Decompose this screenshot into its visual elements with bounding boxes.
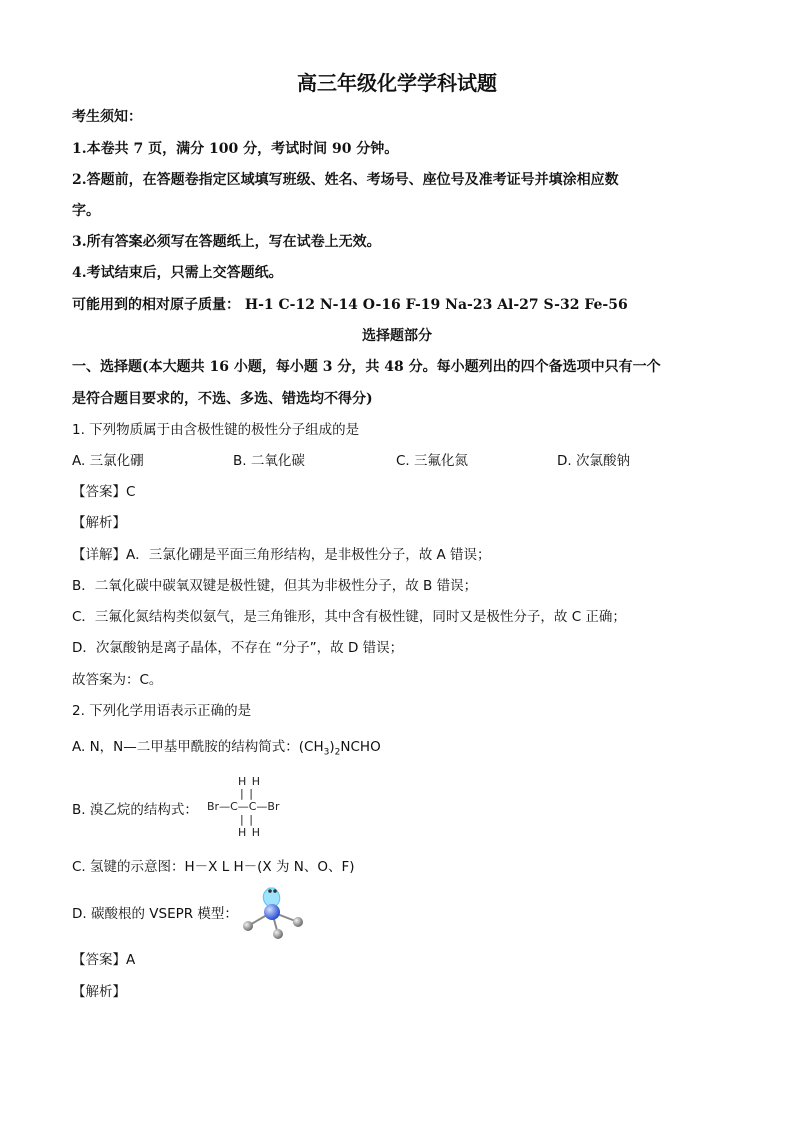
- formula-part: NCHO: [340, 739, 381, 755]
- q1-detail-1: 【详解】A．三氯化硼是平面三角形结构，是非极性分子，故 A 错误；: [72, 547, 491, 563]
- atomic-mass-line: 可能用到的相对原子质量： H-1 C-12 N-14 O-16 F-19 Na-23 Al-27 S-32 Fe-56: [72, 297, 628, 313]
- q2-option-a-formula: [298, 739, 381, 758]
- notice-item-2: 2.答题前，在答题卷指定区域填写班级、姓名、考场号、座位号及准考证号并填涂相应数: [72, 172, 619, 188]
- q1-detail-2: B．二氧化碳中碳氧双键是极性键，但其为非极性分子，故 B 错误；: [72, 578, 478, 594]
- notice-item-1: 1.本卷共 7 页，满分 100 分，考试时间 90 分钟。: [72, 141, 399, 157]
- outer-atom: [273, 929, 283, 939]
- q1-answer: 【答案】C: [72, 484, 136, 500]
- q1-option-b: B. 二氧化碳: [233, 453, 305, 469]
- q2-option-a-text: A. N，N—二甲基甲酰胺的结构简式：: [72, 739, 299, 755]
- struct-bottom-bonds: | |: [240, 813, 254, 826]
- q1-option-a: A. 三氯化硼: [72, 453, 144, 469]
- central-atom: [264, 904, 280, 920]
- q2-option-b-text: B. 溴乙烷的结构式：: [72, 802, 198, 818]
- notice-item-3: 3.所有答案必须写在答题纸上，写在试卷上无效。: [72, 234, 381, 250]
- q2-option-c: C. 氢键的示意图：H－X L H－(X 为 N、O、F): [72, 859, 355, 875]
- q1-option-d: D. 次氯酸钠: [557, 453, 630, 469]
- q1-detail-5: 故答案为：C。: [72, 672, 163, 688]
- q1-analysis-label: 【解析】: [72, 515, 126, 531]
- q1-detail-4: D．次氯酸钠是离子晶体，不存在 “分子”，故 D 错误；: [72, 640, 404, 656]
- page-title: 高三年级化学学科试题: [297, 71, 497, 95]
- section-title: 选择题部分: [362, 328, 432, 344]
- formula-part: ): [329, 739, 335, 755]
- q2-stem: 2. 下列化学用语表示正确的是: [72, 703, 252, 719]
- outer-atom: [243, 921, 253, 931]
- outer-atom: [293, 917, 303, 927]
- section-instructions-2: 是符合题目要求的，不选、多选、错选均不得分): [72, 391, 373, 407]
- notice-item-4: 4.考试结束后，只需上交答题纸。: [72, 265, 283, 281]
- q2-answer: 【答案】A: [72, 952, 136, 968]
- struct-top-bonds: | |: [240, 787, 254, 800]
- formula-subscript: 3: [323, 747, 330, 758]
- section-instructions-1: 一、选择题(本大题共 16 小题，每小题 3 分，共 48 分。每小题列出的四个备选项中只有一个: [72, 359, 661, 375]
- notice-item-2-cont: 字。: [72, 203, 100, 219]
- formula-subscript: 2: [334, 747, 341, 758]
- q1-option-c: C. 三氟化氮: [396, 453, 469, 469]
- formula-part: (CH: [298, 739, 324, 755]
- q2-analysis-label: 【解析】: [72, 984, 126, 1000]
- notice-heading: 考生须知：: [72, 109, 142, 125]
- struct-bottom-h: H H: [238, 826, 262, 839]
- q2-option-a: [72, 737, 381, 763]
- vsepr-model-image: [238, 884, 310, 942]
- q2-option-d-text: D. 碳酸根的 VSEPR 模型：: [72, 906, 238, 922]
- q1-detail-3: C．三氟化氮结构类似氨气，是三角锥形，其中含有极性键，同时又是极性分子，故 C 正确；: [72, 609, 626, 625]
- struct-main-chain: Br—C—C—Br: [207, 800, 280, 813]
- q1-stem: 1. 下列物质属于由含极性键的极性分子组成的是: [72, 422, 360, 438]
- struct-top-h: H H: [238, 775, 262, 788]
